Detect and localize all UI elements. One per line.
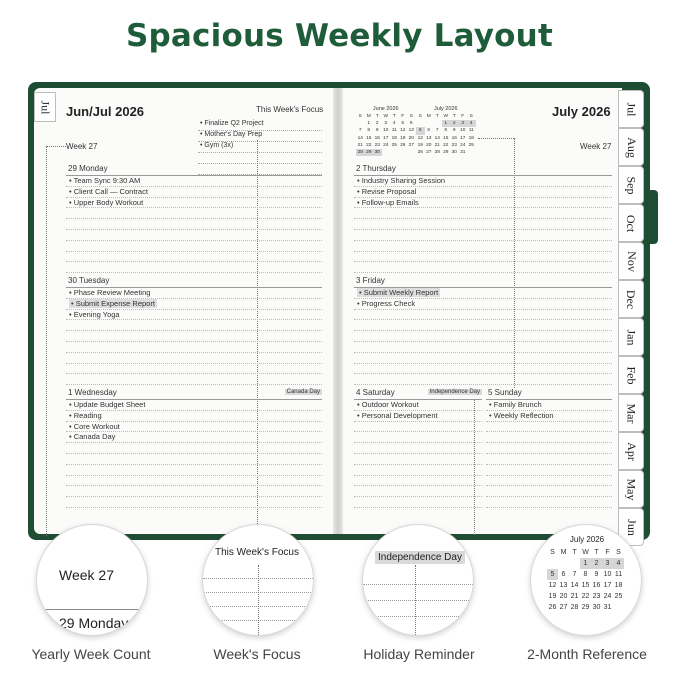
blank-line [354, 241, 612, 252]
focus-item: • Finalize Q2 Project [198, 120, 322, 131]
calendar-date: 2 [375, 121, 379, 127]
blank-line [66, 208, 322, 219]
task-text: • Submit Weekly Report [359, 288, 439, 297]
calendar-date: 9 [375, 128, 379, 134]
calendar-date: 28 [434, 150, 440, 156]
task-text: • Industry Sharing Session [357, 176, 446, 185]
task-text: • Weekly Reflection [489, 410, 554, 420]
calendar-date: 16 [592, 582, 601, 589]
left-month-tab[interactable]: Jul [34, 92, 56, 122]
calendar-weekday: W [443, 114, 449, 120]
calendar-date [569, 558, 580, 569]
blank-line [354, 262, 612, 273]
right-page-title: July 2026 [552, 104, 611, 119]
task-text: • Phase Review Meeting [69, 288, 151, 297]
task-text: • Personal Development [357, 410, 438, 420]
day-header-text: 5 Sunday [488, 388, 522, 397]
calendar-date: 17 [383, 135, 389, 141]
calendar-date: 22 [366, 142, 372, 148]
calendar-date [467, 149, 476, 156]
calendar-date: 5 [401, 121, 405, 127]
calendar-weekday: M [426, 114, 431, 120]
calendar-date: 17 [460, 135, 466, 141]
calendar-date: 3 [384, 121, 388, 127]
day-task [66, 288, 322, 299]
day-header [66, 276, 322, 288]
calendar-date: 20 [559, 593, 568, 600]
blank-line [354, 443, 482, 454]
day-block [354, 388, 482, 508]
calendar-date: 27 [408, 142, 414, 148]
day-task [354, 411, 482, 422]
month-tab-label: Mar [624, 403, 639, 423]
calendar-date [547, 558, 558, 569]
blank-line [354, 331, 612, 342]
calendar-date: 8 [444, 128, 448, 134]
calendar-weekday: M [560, 549, 567, 556]
calendar-date: 19 [548, 593, 557, 600]
calendar-date: 30 [592, 604, 601, 611]
mini-calendar-june [356, 106, 416, 156]
calendar-weekday: S [469, 114, 473, 120]
calendar-date: 20 [408, 135, 414, 141]
zoom-day-text: 29 Monday [59, 615, 129, 631]
month-tab-label: Dec [624, 289, 639, 309]
month-tab-mar[interactable] [618, 394, 644, 432]
holiday-label: Independence Day [429, 389, 480, 395]
calendar-date: 26 [417, 150, 423, 156]
calendar-weekday: S [550, 549, 555, 556]
month-tabs [618, 90, 644, 546]
calendar-date: 4 [467, 120, 476, 127]
blank-line [66, 219, 322, 230]
calendar-date: 7 [435, 128, 439, 134]
calendar-date: 16 [451, 135, 457, 141]
blank-line [66, 465, 322, 476]
day-task [66, 411, 322, 422]
calendar-weekday: T [594, 549, 599, 556]
blank-line [486, 443, 612, 454]
blank-line [354, 320, 612, 331]
task-text: • Family Brunch [489, 400, 542, 409]
calendar-date: 26 [548, 604, 557, 611]
week-number-left: Week 27 [66, 142, 98, 151]
calendar-date: 1 [580, 558, 591, 569]
holiday-label: Canada Day [286, 389, 320, 395]
zoom-circle-week [36, 524, 148, 636]
month-tab-aug[interactable] [618, 128, 644, 166]
blank-line [486, 486, 612, 497]
day-header [66, 164, 322, 176]
task-text: • Update Budget Sheet [69, 400, 146, 409]
month-tab-label: Jun [624, 518, 639, 536]
calendar-date: 14 [570, 582, 579, 589]
calendar-date [416, 120, 425, 127]
day-header-text: 29 Monday [68, 164, 108, 173]
blank-line [66, 374, 322, 385]
calendar-date: 15 [581, 582, 590, 589]
calendar-weekday: S [409, 114, 413, 120]
calendar-date: 5 [416, 127, 425, 134]
calendar-date [356, 120, 365, 127]
calendar-weekday: S [358, 114, 362, 120]
day-header-text: 1 Wednesday [68, 388, 117, 397]
calendar-date: 14 [357, 135, 363, 141]
week-pointer-line-v [46, 146, 47, 536]
day-block [66, 276, 322, 385]
calendar-date: 27 [426, 150, 432, 156]
task-text: • Submit Expense Report [71, 298, 155, 308]
blank-line [354, 342, 612, 353]
blank-line [66, 331, 322, 342]
calendar-date: 17 [603, 582, 612, 589]
blank-line [354, 465, 482, 476]
calendar-title: June 2026 [372, 106, 399, 112]
month-tab-apr[interactable] [618, 432, 644, 470]
calendar-date: 1 [367, 121, 371, 127]
day-block [66, 164, 322, 273]
blank-line [66, 342, 322, 353]
blank-line [66, 443, 322, 454]
blank-line [486, 476, 612, 487]
blank-line [66, 320, 322, 331]
calendar-date: 2 [591, 558, 602, 569]
calendar-date: 6 [561, 571, 566, 578]
calendar-date: 20 [426, 142, 432, 148]
month-tab-label: Feb [624, 366, 639, 384]
month-tab-label: Nov [624, 250, 639, 272]
calendar-date: 25 [468, 142, 474, 148]
calendar-date: 28 [357, 150, 363, 156]
day-task [66, 432, 322, 443]
calendar-date: 18 [614, 582, 623, 589]
blank-line [354, 364, 612, 375]
day-task [66, 198, 322, 209]
blank-line [66, 476, 322, 487]
blank-line [486, 432, 612, 443]
calendar-date: 8 [367, 128, 371, 134]
calendar-date: 25 [614, 593, 623, 600]
focus-blank-line [198, 153, 322, 164]
day-task [66, 310, 322, 321]
blank-line [354, 374, 612, 385]
calendar-date: 3 [602, 558, 613, 569]
task-text: • Evening Yoga [69, 309, 120, 319]
blank-line [66, 252, 322, 263]
calendar-date: 24 [460, 142, 466, 148]
task-text: • Progress Check [357, 298, 416, 308]
calendar-date [390, 149, 399, 156]
calendar-weekday: T [452, 114, 456, 120]
blank-line [66, 353, 322, 364]
blank-line [66, 497, 322, 508]
calendar-date: 21 [434, 142, 440, 148]
day-block [486, 388, 612, 508]
month-tab-jul[interactable] [618, 90, 644, 128]
month-tab-label: Sep [624, 176, 639, 194]
task-text: • Revise Proposal [357, 186, 417, 196]
calendar-date: 3 [459, 120, 468, 127]
caption-weeks-focus: Week's Focus [213, 646, 301, 662]
month-tab-oct[interactable] [618, 204, 644, 242]
calendar-date: 10 [460, 128, 466, 134]
calendar-date: 24 [603, 593, 612, 600]
task-text: • Client Call — Contract [69, 186, 148, 196]
blank-line [486, 454, 612, 465]
blank-line [66, 486, 322, 497]
zoom-circle-holiday [362, 524, 474, 636]
calendar-date: 19 [400, 135, 406, 141]
caption-2month: 2-Month Reference [527, 646, 647, 662]
task-text: • Follow-up Emails [357, 197, 419, 207]
blank-line [66, 230, 322, 241]
calendar-date [425, 120, 434, 127]
zoom-calendar-grid [547, 547, 624, 613]
calendar-weekday: M [366, 114, 371, 120]
calendar-date [382, 149, 391, 156]
calendar-weekday: T [572, 549, 577, 556]
blank-line [354, 486, 482, 497]
calendar-date: 7 [572, 571, 577, 578]
calendar-date: 23 [451, 142, 457, 148]
zoom-focus-text: This Week's Focus [215, 547, 299, 558]
calendar-date: 4 [613, 558, 624, 569]
day-task [354, 198, 612, 209]
week-number-right: Week 27 [580, 142, 612, 151]
calendar-date: 31 [460, 150, 466, 156]
day-task [354, 187, 612, 198]
month-tab-sep[interactable] [618, 166, 644, 204]
calendar-date: 15 [443, 135, 449, 141]
task-text: • Reading [69, 410, 102, 420]
calendar-date: 11 [391, 128, 397, 134]
day-task [486, 400, 612, 411]
calendar-date: 26 [400, 142, 406, 148]
month-tab-dec[interactable] [618, 280, 644, 318]
day-block [354, 164, 612, 273]
day-task [66, 187, 322, 198]
calendar-date: 31 [603, 604, 612, 611]
calendar-date: 5 [547, 569, 558, 580]
calendar-date: 25 [391, 142, 397, 148]
calendar-date: 12 [548, 582, 557, 589]
calendar-date: 13 [408, 128, 414, 134]
caption-holiday: Holiday Reminder [363, 646, 475, 662]
spine [333, 88, 343, 534]
day-task [66, 176, 322, 187]
focus-item: • Mother's Day Prep [198, 131, 322, 142]
task-text: • Upper Body Workout [69, 197, 144, 207]
calendar-date: 18 [468, 135, 474, 141]
zoom-circle-calendar [530, 524, 642, 636]
task-text: • Outdoor Workout [357, 400, 419, 409]
calendar-date: 11 [468, 128, 474, 134]
day-task [66, 422, 322, 433]
calendar-date: 14 [434, 135, 440, 141]
calendar-date: 19 [417, 142, 423, 148]
day-header-text: 30 Tuesday [68, 276, 110, 285]
calendar-date: 30 [374, 150, 380, 156]
blank-line [486, 422, 612, 433]
day-task [486, 411, 612, 422]
blank-line [66, 241, 322, 252]
day-task [354, 176, 612, 187]
calendar-grid [416, 113, 476, 156]
calendar-date: 11 [614, 571, 623, 578]
calendar-date: 21 [357, 142, 363, 148]
ribbon-bookmark [644, 190, 658, 244]
blank-line [354, 230, 612, 241]
left-page-title: Jun/Jul 2026 [66, 104, 145, 119]
task-text: • Team Sync 9:30 AM [69, 176, 141, 185]
zoom-week-text: Week 27 [59, 567, 114, 583]
day-task [354, 288, 612, 299]
day-header-text: 2 Thursday [356, 164, 396, 173]
month-tab-jan[interactable] [618, 318, 644, 356]
calendar-date: 9 [594, 571, 599, 578]
blank-line [66, 454, 322, 465]
calendar-date: 13 [559, 582, 568, 589]
calendar-date [399, 149, 408, 156]
zoom-divider [37, 609, 148, 610]
week-pointer-line [46, 146, 66, 147]
blank-line [354, 208, 612, 219]
day-block [354, 276, 612, 385]
calendar-date: 16 [374, 135, 380, 141]
calendar-date: 7 [358, 128, 362, 134]
calendar-date: 22 [581, 593, 590, 600]
calendar-date: 1 [442, 120, 451, 127]
day-task [66, 400, 322, 411]
zoom-circle-focus [202, 524, 314, 636]
task-text: • Canada Day [69, 432, 116, 442]
zoom-holiday-lines [363, 569, 474, 617]
calendar-date: 29 [366, 150, 372, 156]
month-tab-nov[interactable] [618, 242, 644, 280]
day-header [354, 388, 482, 400]
calendar-weekday: F [605, 549, 610, 556]
day-header [66, 388, 322, 400]
day-task [354, 400, 482, 411]
blank-line [354, 497, 482, 508]
blank-line [354, 252, 612, 263]
calendar-title: July 2026 [433, 106, 458, 112]
calendar-date: 22 [443, 142, 449, 148]
calendar-date: 9 [452, 128, 456, 134]
day-task [66, 299, 322, 310]
calendar-date: 27 [559, 604, 568, 611]
calendar-weekday: T [375, 114, 379, 120]
headline: Spacious Weekly Layout [126, 18, 553, 54]
day-header [486, 388, 612, 400]
calendar-weekday: S [616, 549, 621, 556]
calendar-date: 6 [409, 121, 413, 127]
blank-line [354, 422, 482, 433]
calendar-date: 6 [427, 128, 431, 134]
blank-line [486, 465, 612, 476]
calendar-date: 23 [374, 142, 380, 148]
calendar-date: 10 [383, 128, 389, 134]
calendar-weekday: W [383, 114, 389, 120]
month-tab-label: Jul [624, 101, 639, 117]
blank-line [354, 432, 482, 443]
calendar-date: 15 [366, 135, 372, 141]
day-header [354, 164, 612, 176]
blank-line [354, 310, 612, 321]
month-tab-label: Aug [624, 136, 639, 158]
day-header-text: 4 Saturday [356, 388, 395, 397]
calendar-weekday: T [435, 114, 439, 120]
calendar-date: 4 [392, 121, 396, 127]
month-tab-label: Oct [624, 214, 639, 232]
calendar-date: 28 [570, 604, 579, 611]
zoom-calendar-table [547, 547, 624, 613]
month-tab-label: Apr [624, 441, 639, 461]
calendar-date: 23 [592, 593, 601, 600]
zoom-calendar-title: July 2026 [569, 535, 605, 544]
blank-line [354, 353, 612, 364]
zoom-focus-pointer [258, 565, 259, 636]
day-header [354, 276, 612, 288]
calendar-weekday: T [392, 114, 396, 120]
calendar-date [433, 120, 442, 127]
calendar-weekday: F [461, 114, 465, 120]
focus-item: • Gym (3x) [198, 142, 322, 153]
calendar-grid [356, 113, 416, 156]
blank-line [354, 219, 612, 230]
calendar-date: 12 [400, 128, 406, 134]
calendar-date: 29 [581, 604, 590, 611]
blank-line [354, 454, 482, 465]
blank-line [486, 497, 612, 508]
calendar-date [558, 558, 569, 569]
caption-week-count: Yearly Week Count [31, 646, 151, 662]
month-tab-label: May [624, 478, 639, 500]
day-task [354, 299, 612, 310]
calendar-weekday: S [418, 114, 422, 120]
month-tab-feb[interactable] [618, 356, 644, 394]
calendar-date: 8 [583, 571, 588, 578]
zoom-holiday-text: Independence Day [375, 551, 465, 564]
calendar-date: 18 [391, 135, 397, 141]
calendar-weekday: F [401, 114, 405, 120]
calendar-weekday: W [582, 549, 589, 556]
calendar-pointer-line [478, 138, 514, 139]
blank-line [354, 476, 482, 487]
day-block [66, 388, 322, 508]
calendar-date: 24 [383, 142, 389, 148]
zoom-holiday-pointer [415, 565, 416, 636]
focus-title: This Week's Focus [256, 105, 324, 114]
task-text: • Core Workout [69, 421, 120, 431]
calendar-date: 21 [570, 593, 579, 600]
calendar-date [613, 602, 624, 613]
calendar-date: 2 [450, 120, 459, 127]
month-tab-may[interactable] [618, 470, 644, 508]
mini-calendar-july [416, 106, 476, 156]
calendar-date: 10 [603, 571, 612, 578]
calendar-date: 29 [443, 150, 449, 156]
blank-line [66, 364, 322, 375]
month-tab-label: Jan [624, 329, 639, 345]
calendar-date: 30 [451, 150, 457, 156]
blank-line [66, 262, 322, 273]
calendar-date [407, 149, 416, 156]
calendar-date: 12 [417, 135, 423, 141]
calendar-date: 13 [426, 135, 432, 141]
day-header-text: 3 Friday [356, 276, 385, 285]
